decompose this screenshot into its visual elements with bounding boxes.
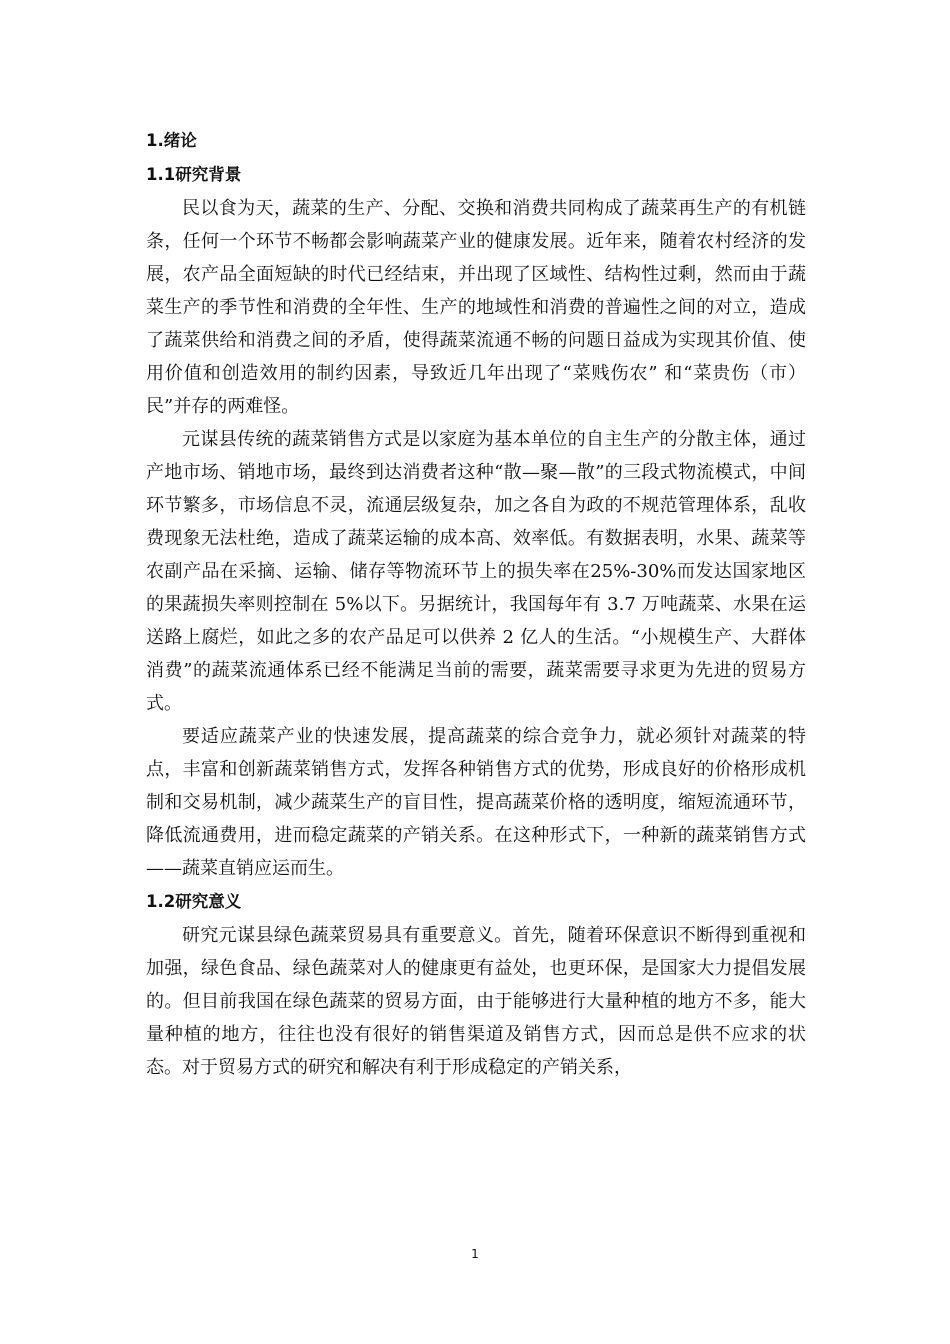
paragraph: 民以食为天，蔬菜的生产、分配、交换和消费共同构成了蔬菜再生产的有机链条，任何一个环节不畅都会影响蔬菜产业的健康发展。近年来，随着农村经济的发展，农产品全面短缺的时代已经结束，并出现了区域性、结构性过剩，然而由于蔬菜生产的季节性和消费的全年性、生产的地域性和消费的普遍性之间的对立，造成了蔬菜供给和消费之间的矛盾，使得蔬菜流通不畅的问题日益成为实现其价值、使用价值和创造效用的制约因素，导致近几年出现了“菜贱伤农” 和“菜贵伤（市）民”并存的两难怪。 [146,198,806,417]
page-number: 1 [471,1247,479,1261]
paragraph: 元谋县传统的蔬菜销售方式是以家庭为基本单位的自主生产的分散主体，通过产地市场、销地市场，最终到达消费者这种“散—聚—散”的三段式物流模式，中间环节繁多，市场信息不灵，流通层级复杂，加之各自为政的不规范管理体系，乱收费现象无法杜绝，造成了蔬菜运输的成本高、效率低。有数据表明，水果、蔬菜等农副产品在采摘、运输、储存等物流环节上的损失率在25%-30%而发达国家地区的果蔬损失率则控制在 5%以下。另据统计，我国每年有 3.7 万吨蔬菜、水果在运送路上腐烂，如此之多的农产品足可以供养 2 亿人的生活。“小规模生产、大群体消费”的蔬菜流通体系已经不能满足当前的需要，蔬菜需要寻求更为先进的贸易方式。 [146,429,806,714]
document-page [146,124,806,1084]
paragraph: 要适应蔬菜产业的快速发展，提高蔬菜的综合竞争力，就必须针对蔬菜的特点，丰富和创新蔬菜销售方式，发挥各种销售方式的优势，形成良好的价格形成机制和交易机制，减少蔬菜生产的盲目性，提高蔬菜价格的透明度，缩短流通环节，降低流通费用，进而稳定蔬菜的产销关系。在这种形式下，一种新的蔬菜销售方式——蔬菜直销应运而生。 [146,726,806,879]
paragraph: 研究元谋县绿色蔬菜贸易具有重要意义。首先，随着环保意识不断得到重视和加强，绿色食品、绿色蔬菜对人的健康更有益处，也更环保，是国家大力提倡发展的。但目前我国在绿色蔬菜的贸易方面，由于能够进行大量种植的地方不多，能大量种植的地方，往往也没有很好的销售渠道及销售方式，因而总是供不应求的状态。对于贸易方式的研究和解决有利于形成稳定的产销关系， [146,925,806,1078]
chapter-heading: 1.绪论 [146,131,197,150]
section-heading-significance: 1.2研究意义 [146,892,242,911]
section-heading-background: 1.1研究背景 [146,165,242,184]
